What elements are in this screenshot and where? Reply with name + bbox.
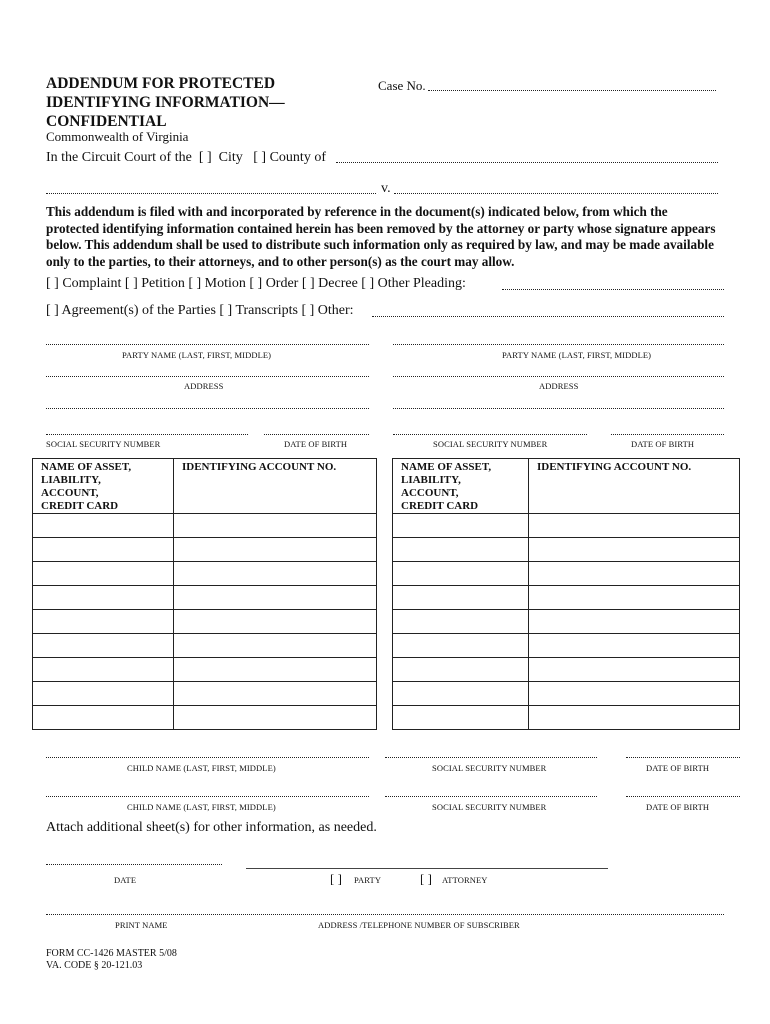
child2-name-field[interactable] <box>46 796 369 797</box>
date-field[interactable] <box>46 864 222 865</box>
table-row <box>33 610 377 634</box>
form-title-line2: IDENTIFYING INFORMATION— <box>46 94 285 111</box>
defendant-field[interactable] <box>394 193 718 194</box>
table-row <box>393 538 740 562</box>
table-row <box>33 706 377 730</box>
court-line <box>46 150 326 166</box>
table-row <box>393 682 740 706</box>
asset-name-header: NAME OF ASSET, LIABILITY, ACCOUNT, CREDIT CARD <box>393 459 529 514</box>
table-row <box>33 682 377 706</box>
party1-ssn-field[interactable] <box>46 434 248 435</box>
table-row <box>33 586 377 610</box>
county-label: County of <box>269 150 326 165</box>
party2-address-field[interactable] <box>393 376 724 377</box>
form-title-line1: ADDENDUM FOR PROTECTED <box>46 75 276 92</box>
asset-table-left <box>32 458 377 730</box>
table-row <box>393 706 740 730</box>
plaintiff-field[interactable] <box>46 193 376 194</box>
child1-name-label: CHILD NAME (LAST, FIRST, MIDDLE) <box>127 763 276 773</box>
party2-dob-label: DATE OF BIRTH <box>631 439 695 449</box>
va-code: VA. CODE § 20-121.03 <box>46 960 143 971</box>
party1-address-field[interactable] <box>46 376 369 377</box>
party1-name-label: PARTY NAME (LAST, FIRST, MIDDLE) <box>122 350 272 360</box>
party1-name-field[interactable] <box>46 344 369 345</box>
child2-dob-field[interactable] <box>626 796 740 797</box>
account-no-header: IDENTIFYING ACCOUNT NO. <box>529 459 740 514</box>
child1-ssn-field[interactable] <box>385 757 597 758</box>
table-row <box>393 658 740 682</box>
print-name-address-field[interactable] <box>46 914 724 915</box>
intro-paragraph: This addendum is filed with and incorporated by reference in the document(s) indicated below, from which the protected identifying information contained herein has been removed by the attorney or party whose signature appears below. This addendum shall be used to distribute such information only as required by law, and may be made available only to the parties, to their attorneys, and to other person(s) as the court may allow. <box>46 204 716 269</box>
asset-name-header: NAME OF ASSET, LIABILITY, ACCOUNT, CREDIT CARD <box>33 459 174 514</box>
account-no-header: IDENTIFYING ACCOUNT NO. <box>174 459 377 514</box>
date-label: DATE <box>114 875 137 885</box>
child1-dob-label: DATE OF BIRTH <box>646 763 710 773</box>
form-number: FORM CC-1426 MASTER 5/08 <box>46 948 177 959</box>
city-checkbox[interactable]: [ ] <box>198 150 212 165</box>
party-label: PARTY <box>354 875 382 885</box>
attach-note: Attach additional sheet(s) for other information, as needed. <box>46 820 377 835</box>
table-row <box>393 514 740 538</box>
child2-name-label: CHILD NAME (LAST, FIRST, MIDDLE) <box>127 802 276 812</box>
table-row <box>393 610 740 634</box>
party2-ssn-field[interactable] <box>393 434 587 435</box>
party2-ssn-label: SOCIAL SECURITY NUMBER <box>433 439 548 449</box>
city-label: City <box>218 150 243 165</box>
table-row <box>393 634 740 658</box>
child1-dob-field[interactable] <box>626 757 740 758</box>
county-field[interactable] <box>336 162 718 163</box>
asset-table-right <box>392 458 740 730</box>
other-document-field[interactable] <box>372 316 724 317</box>
child1-name-field[interactable] <box>46 757 369 758</box>
case-no-label: Case No. <box>378 78 426 93</box>
table-row <box>393 562 740 586</box>
child2-dob-label: DATE OF BIRTH <box>646 802 710 812</box>
attorney-label: ATTORNEY <box>442 875 488 885</box>
court-prefix: In the Circuit Court of the <box>46 150 192 165</box>
versus-label: v. <box>381 181 391 196</box>
table-row <box>33 562 377 586</box>
form-title-line3: CONFIDENTIAL <box>46 113 167 130</box>
signature-line[interactable] <box>246 868 608 869</box>
address-phone-label: ADDRESS /TELEPHONE NUMBER OF SUBSCRIBER <box>318 920 520 930</box>
child2-ssn-field[interactable] <box>385 796 597 797</box>
county-checkbox[interactable]: [ ] <box>253 150 267 165</box>
party2-address2-field[interactable] <box>393 408 724 409</box>
party1-address2-field[interactable] <box>46 408 369 409</box>
document-types-line1[interactable]: [ ] Complaint [ ] Petition [ ] Motion [ ] Order [ ] Decree [ ] Other Pleading: <box>46 276 466 291</box>
case-no-field[interactable] <box>428 90 716 91</box>
other-pleading-field[interactable] <box>502 289 724 290</box>
document-types-line2[interactable]: [ ] Agreement(s) of the Parties [ ] Transcripts [ ] Other: <box>46 303 354 318</box>
party1-address-label: ADDRESS <box>184 381 224 391</box>
child2-ssn-label: SOCIAL SECURITY NUMBER <box>432 802 547 812</box>
party1-dob-label: DATE OF BIRTH <box>284 439 348 449</box>
table-row <box>33 514 377 538</box>
party1-dob-field[interactable] <box>264 434 369 435</box>
party2-address-label: ADDRESS <box>539 381 579 391</box>
party-checkbox[interactable]: [ ] <box>330 871 342 886</box>
print-name-label: PRINT NAME <box>115 920 168 930</box>
commonwealth-subtitle: Commonwealth of Virginia <box>46 129 189 144</box>
table-row <box>33 634 377 658</box>
party2-name-field[interactable] <box>393 344 724 345</box>
attorney-checkbox[interactable]: [ ] <box>420 871 432 886</box>
party2-name-label: PARTY NAME (LAST, FIRST, MIDDLE) <box>502 350 652 360</box>
child1-ssn-label: SOCIAL SECURITY NUMBER <box>432 763 547 773</box>
table-row <box>393 586 740 610</box>
table-row <box>33 658 377 682</box>
party2-dob-field[interactable] <box>611 434 724 435</box>
table-row <box>33 538 377 562</box>
party1-ssn-label: SOCIAL SECURITY NUMBER <box>46 439 161 449</box>
